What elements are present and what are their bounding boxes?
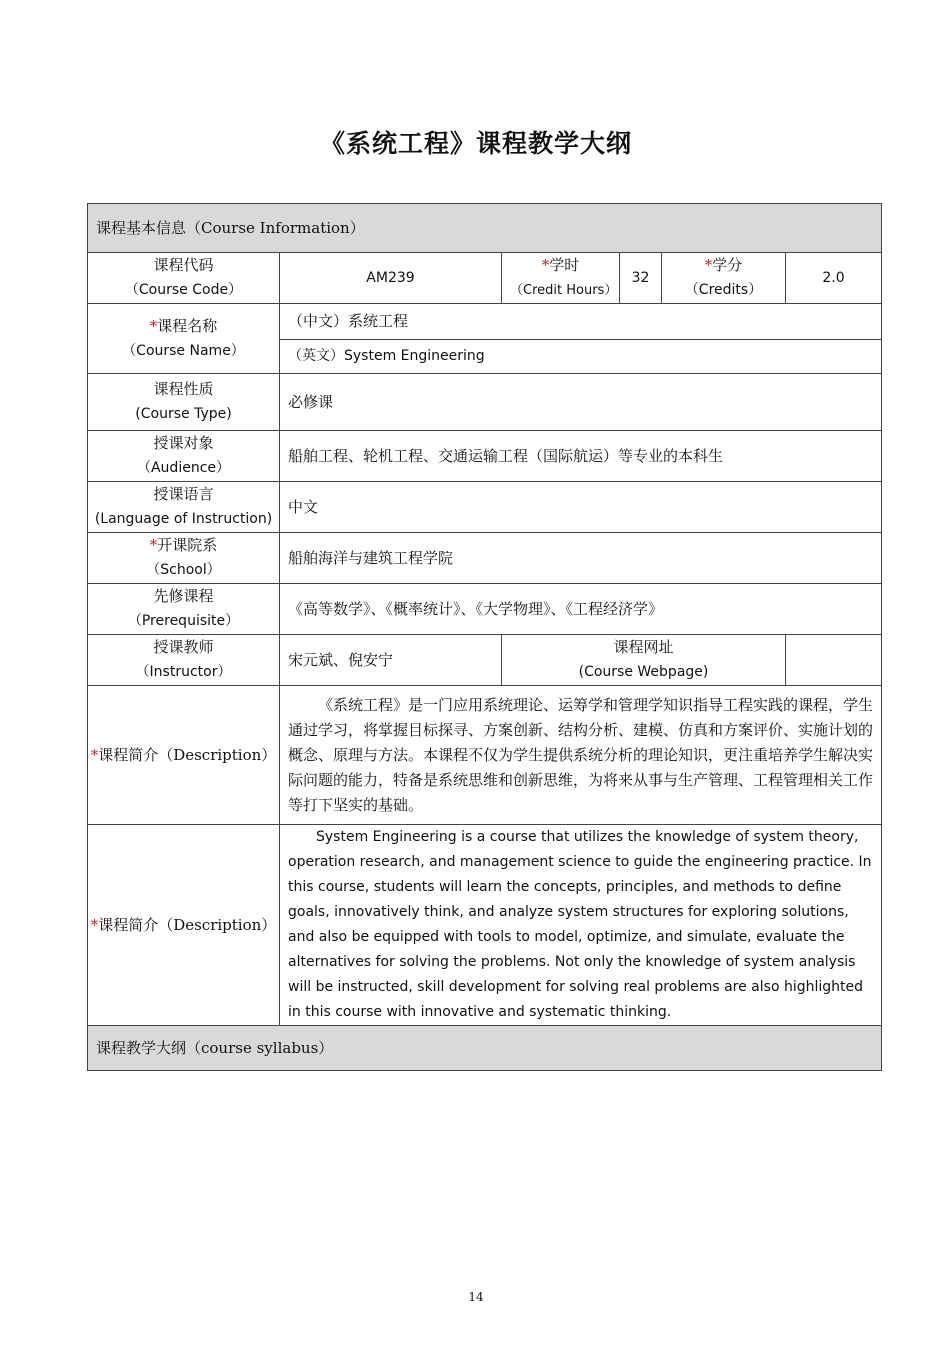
description-cn-row xyxy=(88,686,882,825)
required-star: * xyxy=(90,915,99,934)
description-en-row xyxy=(88,825,882,1026)
audience-label-cn: 授课对象 xyxy=(153,434,214,452)
required-star: * xyxy=(704,256,713,274)
section-header-row xyxy=(88,204,882,253)
course-type-label-cn: 课程性质 xyxy=(153,380,214,398)
description-en-label xyxy=(88,825,280,1026)
instructor-label xyxy=(88,635,280,686)
description-en-text: System Engineering is a course that utilizes the knowledge of system theory, operation research, and management science to guide the engineering practice. In this course, students will learn the concepts, principles, and methods to define goals, innovatively think, and analyze system structures for exploring solutions, and also be equipped with tools to model, optimize, and simulate, evaluate the alternatives for solving the problems. Not only the knowledge of system analysis will be instructed, skill development for solving real problems are also highlighted in this course with innovative and systematic thinking. xyxy=(280,825,882,1026)
school-row xyxy=(88,533,882,584)
prerequisite-row xyxy=(88,584,882,635)
credits-label-en: （Credits） xyxy=(684,282,763,298)
credit-hours-value: 32 xyxy=(620,253,662,304)
course-name-label-en: （Course Name） xyxy=(122,342,245,359)
section-course-info: 课程基本信息（Course Information） xyxy=(88,204,882,253)
credits-label xyxy=(662,253,786,304)
course-name-label-cn: 课程名称 xyxy=(157,316,218,335)
course-info-table xyxy=(87,203,882,1071)
required-star: * xyxy=(90,745,99,764)
instructor-value: 宋元斌、倪安宁 xyxy=(280,635,502,686)
webpage-label-cn: 课程网址 xyxy=(613,638,674,656)
course-name-label xyxy=(88,304,280,374)
course-code-label xyxy=(88,253,280,304)
course-type-label-en: (Course Type) xyxy=(135,406,232,422)
course-name-en-value: （英文）System Engineering xyxy=(280,340,882,374)
prerequisite-label-en: （Prerequisite） xyxy=(127,613,240,629)
instructor-row xyxy=(88,635,882,686)
school-label-cn: 开课院系 xyxy=(157,536,218,554)
course-name-row-cn xyxy=(88,304,882,340)
language-row xyxy=(88,482,882,533)
required-star: * xyxy=(149,316,158,335)
language-label-cn: 授课语言 xyxy=(153,485,214,503)
language-label xyxy=(88,482,280,533)
credit-hours-label-cn: 学时 xyxy=(549,256,580,274)
description-cn-label-text: 课程简介（Description） xyxy=(98,745,277,764)
audience-label xyxy=(88,431,280,482)
credit-hours-label-en: （Credit Hours） xyxy=(510,283,618,298)
description-en-label-text: 课程简介（Description） xyxy=(98,915,277,934)
course-code-row xyxy=(88,253,882,304)
section-course-syllabus: 课程教学大纲（course syllabus） xyxy=(88,1026,882,1071)
language-value: 中文 xyxy=(280,482,882,533)
school-value: 船舶海洋与建筑工程学院 xyxy=(280,533,882,584)
school-label-en: （School） xyxy=(146,562,221,578)
section-syllabus-row xyxy=(88,1026,882,1071)
audience-row xyxy=(88,431,882,482)
course-type-label xyxy=(88,374,280,431)
instructor-label-en: （Instructor） xyxy=(135,664,232,680)
description-cn-label xyxy=(88,686,280,825)
course-code-label-cn: 课程代码 xyxy=(153,256,214,274)
required-star: * xyxy=(149,536,158,554)
prerequisite-label xyxy=(88,584,280,635)
audience-value: 船舶工程、轮机工程、交通运输工程（国际航运）等专业的本科生 xyxy=(280,431,882,482)
webpage-label xyxy=(502,635,786,686)
webpage-label-en: (Course Webpage) xyxy=(578,664,709,680)
webpage-value xyxy=(786,635,882,686)
instructor-label-cn: 授课教师 xyxy=(153,638,214,656)
credits-value: 2.0 xyxy=(786,253,882,304)
course-code-value: AM239 xyxy=(280,253,502,304)
course-type-row xyxy=(88,374,882,431)
school-label xyxy=(88,533,280,584)
course-name-cn-value: （中文）系统工程 xyxy=(280,304,882,340)
credit-hours-label xyxy=(502,253,620,304)
prerequisite-value: 《高等数学》、《概率统计》、《大学物理》、《工程经济学》 xyxy=(280,584,882,635)
description-cn-text: 《系统工程》是一门应用系统理论、运筹学和管理学知识指导工程实践的课程，学生通过学习，将掌握目标探寻、方案创新、结构分析、建模、仿真和方案评价、实施计划的概念、原理与方法。本课程不仅为学生提供系统分析的理论知识，更注重培养学生解决实际问题的能力，特备是系统思维和创新思维，为将来从事与生产管理、工程管理相关工作等打下坚实的基础。 xyxy=(280,686,882,825)
credits-label-cn: 学分 xyxy=(712,256,743,274)
prerequisite-label-cn: 先修课程 xyxy=(153,587,214,605)
course-code-label-en: （Course Code） xyxy=(124,282,243,298)
audience-label-en: （Audience） xyxy=(136,460,231,476)
page-title: 《系统工程》课程教学大纲 xyxy=(319,129,632,158)
required-star: * xyxy=(541,256,550,274)
page-number: 14 xyxy=(468,1290,484,1304)
course-type-value: 必修课 xyxy=(280,374,882,431)
language-label-en: (Language of Instruction) xyxy=(94,511,273,527)
